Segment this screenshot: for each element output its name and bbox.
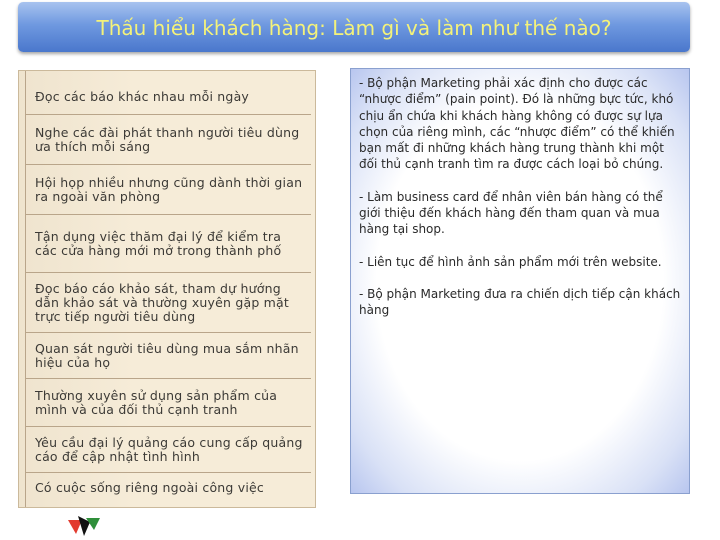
list-item: Quan sát người tiêu dùng mua sắm nhãn hiệu của họ	[25, 333, 311, 379]
list-item: Đọc các báo khác nhau mỗi ngày	[25, 79, 311, 115]
list-item: Tận dụng việc thăm đại lý để kiểm tra các cửa hàng mới mở trong thành phố	[25, 215, 311, 273]
scanned-list-image	[18, 70, 316, 508]
paragraph: - Làm business card để nhân viên bán hàng có thể giới thiệu đến khách hàng đến tham quan và mua hàng tại shop.	[359, 189, 663, 237]
content-panel	[350, 68, 690, 494]
slide-title-bar	[18, 2, 690, 52]
paragraph: - Bộ phận Marketing đưa ra chiến dịch tiếp cận khách hàng	[359, 286, 681, 318]
paragraph: - Liên tục để hình ảnh sản phẩm mới trên website.	[359, 254, 662, 269]
list-item: Đọc báo cáo khảo sát, tham dự hướng dẫn khảo sát và thường xuyên gặp mặt trực tiếp người tiêu dùng	[25, 273, 311, 333]
list-item: Nghe các đài phát thanh người tiêu dùng ưa thích mỗi sáng	[25, 115, 311, 165]
slide-title: Thấu hiểu khách hàng: Làm gì và làm như thế nào?	[96, 16, 612, 40]
list-item: Có cuộc sống riêng ngoài công việc	[35, 480, 264, 495]
list-item: Thường xuyên sử dụng sản phẩm của mình và của đối thủ cạnh tranh	[25, 379, 311, 427]
list-item: Yêu cầu đại lý quảng cáo cung cấp quảng cáo để cập nhật tình hình	[25, 427, 311, 473]
panel-text	[359, 75, 685, 335]
paragraph: - Bộ phận Marketing phải xác định cho được các “nhược điểm” (pain point). Đó là những bực tức, khó chịu ẩn chứa khi khách hàng không có được sự lựa chọn của riêng mình, các “nhược điểm” có thể khiến bạn mất đi những khách hàng trung thành khi một đối thủ cạnh tranh tìm ra được cách loại bỏ chúng.	[359, 76, 675, 172]
decorative-logo-icon	[64, 512, 108, 536]
list-item: Hội họp nhiều nhưng cũng dành thời gian ra ngoài văn phòng	[25, 165, 311, 215]
